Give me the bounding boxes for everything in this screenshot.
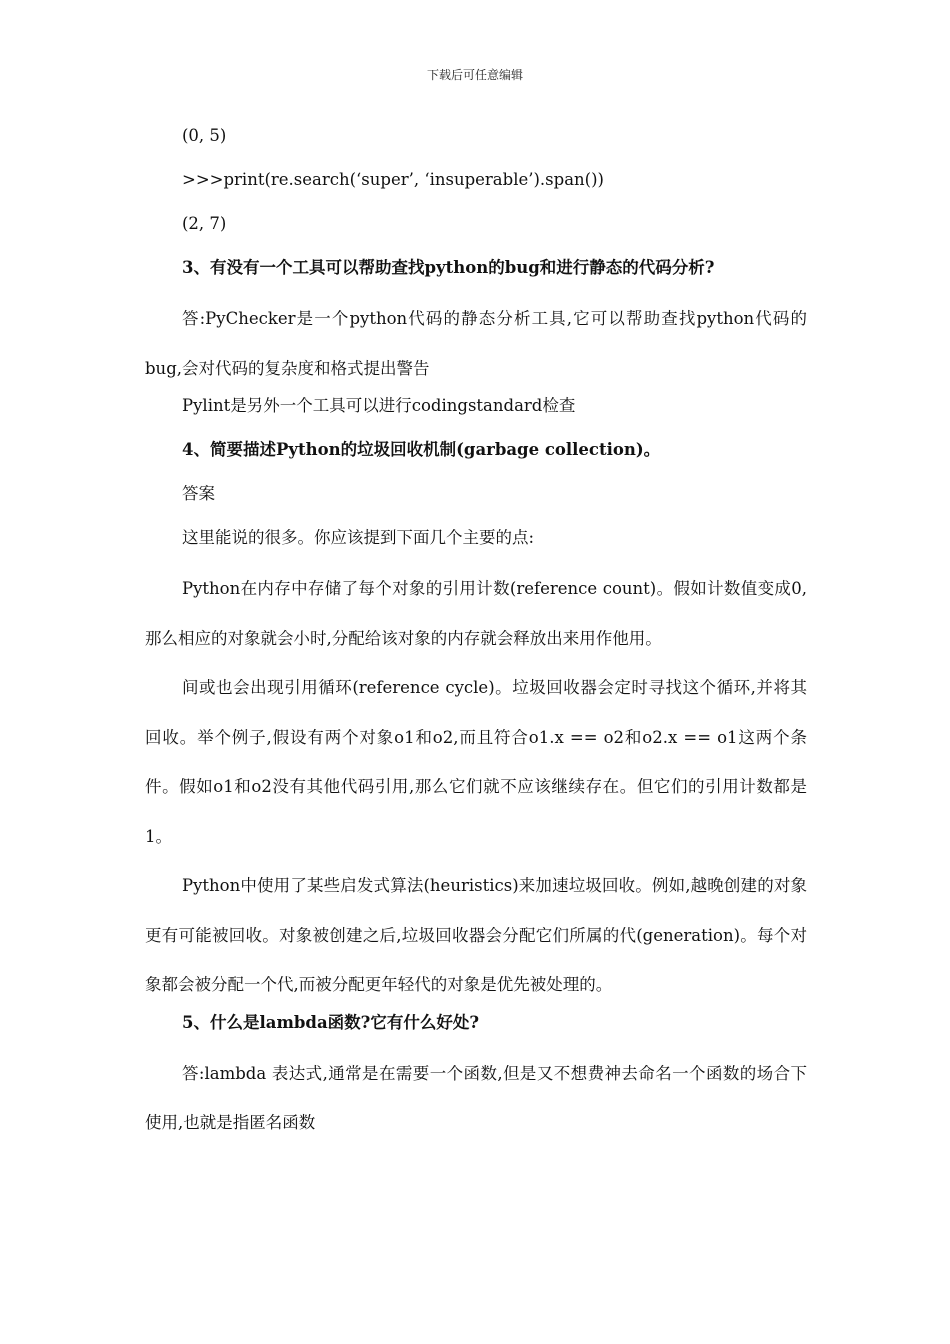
- answer-3-pylint: Pylint是另外一个工具可以进行codingstandard检查: [182, 396, 576, 415]
- answer-3-paragraph: 答:PyChecker是一个python代码的静态分析工具,它可以帮助查找python代码的bug,会对代码的复杂度和格式提出警告: [145, 309, 807, 378]
- answer-5-paragraph: 答:lambda 表达式,通常是在需要一个函数,但是又不想费神去命名一个函数的场合下使用,也就是指匿名函数: [145, 1063, 807, 1132]
- answer-4-label: 答案: [182, 484, 215, 503]
- answer-4-intro: 这里能说的很多。你应该提到下面几个主要的点:: [182, 528, 535, 547]
- code-line-search: >>>print(re.search(‘super’, ‘insuperable’).span()): [182, 170, 604, 189]
- page-header: 下载后可任意编辑: [426, 68, 523, 82]
- question-3-heading: 3、有没有一个工具可以帮助查找python的bug和进行静态的代码分析?: [182, 258, 715, 277]
- answer-4-heuristics-paragraph: Python中使用了某些启发式算法(heuristics)来加速垃圾回收。例如,越晚创建的对象更有可能被回收。对象被创建之后,垃圾回收器会分配它们所属的代(generation)。每个对象都会被分配一个代,而被分配更年轻代的对象是优先被处理的。: [145, 876, 807, 994]
- answer-4-cycle-paragraph: 间或也会出现引用循环(reference cycle)。垃圾回收器会定时寻找这个循环,并将其回收。举个例子,假设有两个对象o1和o2,而且符合o1.x == o2和o2.x == o1这两个条件。假如o1和o2没有其他代码引用,那么它们就不应该继续存在。但它们的引用计数都是1。: [145, 678, 807, 846]
- code-output-2: (2, 7): [182, 214, 227, 233]
- code-output-1: (0, 5): [182, 126, 227, 145]
- question-5-heading: 5、什么是lambda函数?它有什么好处?: [182, 1012, 479, 1032]
- document-body: [145, 118, 807, 1148]
- answer-4-refcount-paragraph: Python在内存中存储了每个对象的引用计数(reference count)。假如计数值变成0,那么相应的对象就会小时,分配给该对象的内存就会释放出来用作他用。: [145, 579, 807, 648]
- question-4-heading: 4、简要描述Python的垃圾回收机制(garbage collection)。: [182, 440, 661, 459]
